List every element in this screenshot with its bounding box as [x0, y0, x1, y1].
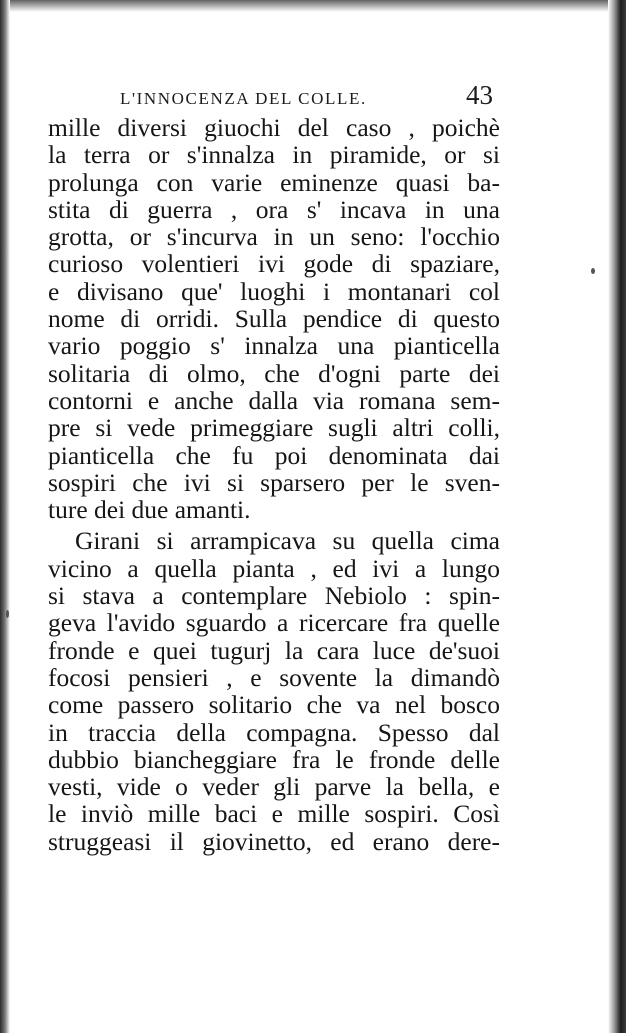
scan-speck [591, 268, 595, 274]
text-line: sospiri che ivi si sparsero per le sven- [48, 467, 500, 497]
text-line: pre si vede primeggiare sugli altri colli, [48, 413, 500, 443]
text-line: dubbio biancheggiare fra le fronde delle [48, 744, 500, 774]
scan-edge-left [0, 0, 10, 1033]
text-line: mille diversi giuochi del caso , poichè [48, 113, 500, 142]
text-line: contorni e anche dalla via romana sem- [48, 385, 500, 415]
scan-speck [6, 610, 9, 618]
text-line: grotta, or s'incurva in un seno: l'occhio [48, 222, 500, 252]
text-line: Girani si arrampicava su quella cima [75, 526, 500, 556]
body-text [48, 114, 500, 855]
text-line: nome di orridi. Sulla pendice di questo [48, 304, 500, 334]
text-line: e divisano que' luoghi i montanari col [48, 276, 500, 306]
text-line: focosi pensieri , e sovente la dimandò [48, 662, 500, 692]
text-line: in traccia della compagna. Spesso dal [48, 717, 500, 747]
text-line: stita di guerra , ora s' incava in una [48, 194, 500, 224]
text-line: fronde e quei tugurj la cara luce de'suoi [48, 635, 500, 665]
scan-edge-top [0, 0, 626, 12]
text-line: ture dei due amanti. [48, 495, 251, 525]
text-line: vicino a quella pianta , ed ivi a lungo [48, 553, 500, 583]
text-line: prolunga con varie eminenze quasi ba- [48, 167, 500, 197]
text-line: come passero solitario che va nel bosco [48, 690, 500, 720]
text-line: geva l'avido sguardo a ricercare fra quelle [48, 608, 500, 638]
text-line: la terra or s'innalza in piramide, or si [48, 140, 500, 170]
text-line: vario poggio s' innalza una pianticella [48, 331, 500, 361]
text-line: si stava a contemplare Nebiolo : spin- [48, 581, 500, 611]
text-line: le inviò mille baci e mille sospiri. Così [48, 799, 500, 829]
text-line: solitaria di olmo, che d'ogni parte dei [48, 358, 500, 388]
page-number: 43 [466, 80, 493, 110]
text-line: pianticella che fu poi denominata dai [48, 440, 500, 470]
text-line: vesti, vide o veder gli parve la bella, e [48, 772, 500, 802]
text-line: struggeasi il giovinetto, ed erano dere- [48, 826, 500, 856]
running-head: L'INNOCENZA DEL COLLE. [120, 89, 367, 108]
text-line: curioso volentieri ivi gode di spaziare, [48, 249, 500, 279]
scan-edge-right [608, 0, 626, 1033]
